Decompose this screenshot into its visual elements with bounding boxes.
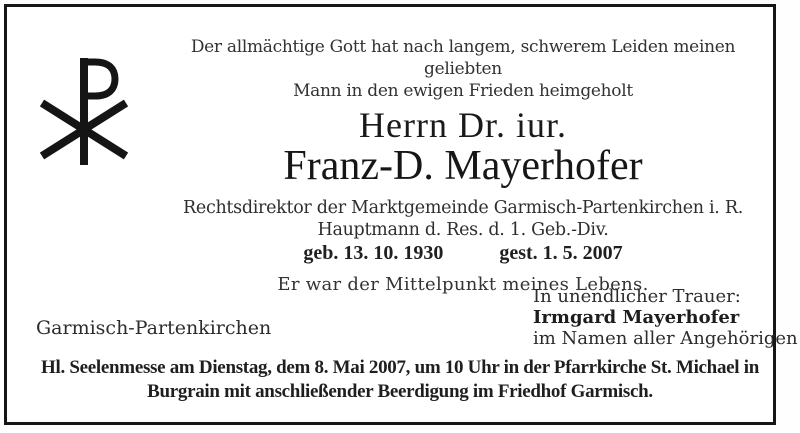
deceased-name: Franz-D. Mayerhofer [283,143,643,189]
mourning-on-behalf: im Namen aller Angehörigen [533,328,798,349]
mourning-block [533,286,798,349]
place-name: Garmisch-Partenkirchen [36,317,272,339]
service-line-1: Hl. Seelenmesse am Dienstag, dem 8. Mai 2007, um 10 Uhr in der Pfarrkirche St. Michael in [41,357,759,378]
deceased-title: Rechtsdirektor der Marktgemeinde Garmisch-Partenkirchen i. R. [183,198,743,218]
funeral-service-info [10,356,790,403]
birth-date: geb. 13. 10. 1930 [303,242,444,264]
intro-text [152,36,774,102]
chi-rho-icon [39,55,129,168]
life-dates [152,241,774,265]
death-date: gest. 1. 5. 2007 [499,242,623,264]
intro-line-2: Mann in den ewigen Frieden heimgeholt [293,81,633,101]
main-text-column [152,36,774,296]
deceased-salutation: Herrn Dr. iur. [359,105,567,145]
intro-line-1: Der allmächtige Gott hat nach langem, schwerem Leiden meinen geliebten [190,37,736,79]
deceased-military-rank: Hauptmann d. Res. d. 1. Geb.-Div. [317,220,609,240]
mourning-header: In unendlicher Trauer: [533,286,741,307]
service-line-2: Burgrain mit anschließender Beerdigung im Friedhof Garmisch. [147,380,653,402]
mourner-name: Irmgard Mayerhofer [533,307,740,328]
epitaph: Er war der Mittelpunkt meines Lebens. [277,274,649,295]
